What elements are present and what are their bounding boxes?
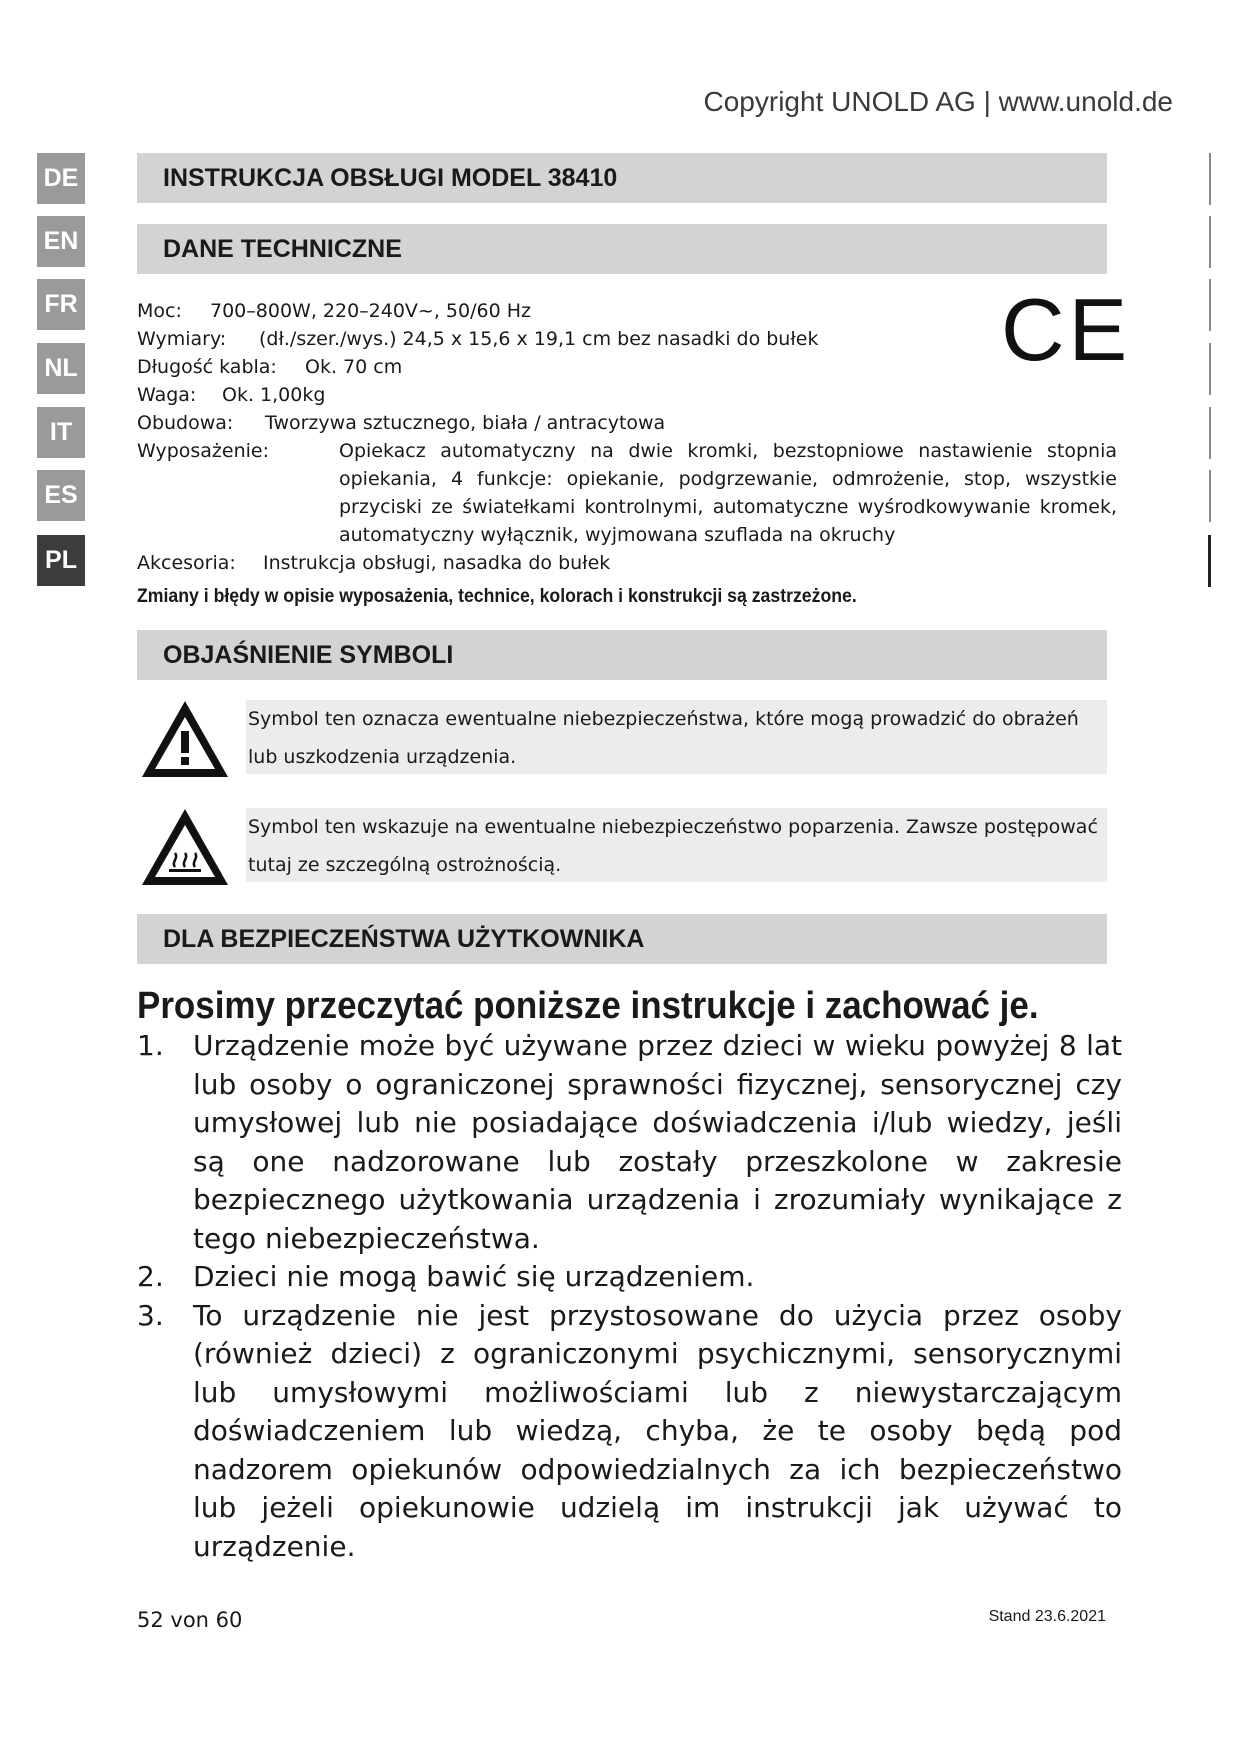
rule-number: 3. [137,1298,164,1332]
edge-marker [1209,216,1211,268]
hot-surface-icon [139,805,231,889]
copyright-header: Copyright UNOLD AG | www.unold.de [703,86,1173,117]
rule-number: 2. [137,1260,164,1293]
spec-equipment [137,437,1127,549]
spec-label: Obudowa: [137,412,234,434]
technical-data-heading: DANE TECHNICZNE [137,224,1107,274]
rule-text: Urządzenie może być używane przez dzieci w wieku powyżej 8 lat lub osoby o ograniczonej sprawności fizycznej, sensorycznej czy umysłowej lub nie posiadające doświadczenia i/lub wiedzy, jeśli są one nadzorowane lub zostały przeszkolone w zakresie bezpiecznego użytkowania urządzenia i zrozumiały wynikające z tego niebezpieczeństwa. [193,1029,1122,1255]
spec-label: Wyposażenie: [137,440,269,462]
spec-value: Tworzywa sztucznego, biała / antracytowa [265,412,666,434]
spec-label: Waga: [137,384,197,406]
spec-value: Ok. 70 cm [305,356,403,378]
safety-intro-heading: Prosimy przeczytać poniższe instrukcje i zachować je. [137,985,1039,1027]
manual-title: INSTRUKCJA OBSŁUGI MODEL 38410 [137,153,1107,203]
rule-text: Dzieci nie mogą bawić się urządzeniem. [193,1260,755,1293]
rule-text: To urządzenie nie jest przystosowane do użycia przez osoby (również dzieci) z ograniczonymi psychicznymi, sensorycznymi lub umysłowymi możliwościami lub z niewystarczającym doświadczeniem lub wiedzą, chyba, że te osoby będą pod nadzorem opiekunów odpowiedzialnych za ich bezpieczeństwo lub jeżeli opiekunowie udzielą im instrukcji jak używać to urządzenie. [193,1298,1122,1563]
disclaimer-notice: Zmiany i błędy w opisie wyposażenia, technice, kolorach i konstrukcji są zastrzeżone. [137,586,857,607]
spec-label: Moc: [137,300,182,322]
language-tab-it[interactable]: IT [37,407,85,458]
spec-value: Ok. 1,00kg [222,384,326,406]
edge-marker [1209,153,1211,205]
spec-dimensions [137,325,1127,353]
spec-cable [137,353,1127,381]
safety-rule-list [137,1027,1122,1566]
spec-value: 700–800W, 220–240V~, 50/60 Hz [210,300,531,322]
language-tab-pl[interactable]: PL [37,535,85,586]
spec-value: Opiekacz automatyczny na dwie kromki, bezstopniowe nastawienie stopnia opiekania, 4 funkcje: opiekanie, podgrzewanie, odmrożenie, stop, wszystkie przyciski ze światełkami kontrolnymi, automatyczne wyśrodkowywanie kromek, automatyczny wyłącznik, wyjmowana szuflada na okruchy [339,440,1117,546]
spec-weight [137,381,1127,409]
spec-power [137,297,1127,325]
symbol-description: Symbol ten wskazuje na ewentualne niebezpieczeństwo poparzenia. Zawsze postępować tutaj ze szczególną ostrożnością. [246,808,1107,882]
spec-value: (dł./szer./wys.) 24,5 x 15,6 x 19,1 cm bez nasadki do bułek [259,328,819,350]
spec-housing [137,409,1127,437]
ce-mark: CE [1001,280,1132,379]
list-item [137,1258,1122,1297]
edge-marker [1209,407,1211,459]
rule-number: 1. [137,1029,164,1062]
page-number: 52 von 60 [137,1608,243,1632]
language-tab-de[interactable]: DE [37,153,85,204]
edge-marker [1209,279,1211,331]
spec-label: Wymiary: [137,328,227,350]
spec-value: Instrukcja obsługi, nasadka do bułek [263,552,611,574]
language-tab-es[interactable]: ES [37,470,85,521]
edge-marker [1209,343,1211,395]
list-item [137,1027,1122,1258]
spec-label: Długość kabla: [137,356,277,378]
edge-marker [1209,470,1211,522]
safety-heading: DLA BEZPIECZEŃSTWA UŻYTKOWNIKA [137,914,1107,964]
list-item [137,1297,1122,1567]
symbol-description: Symbol ten oznacza ewentualne niebezpieczeństwa, które mogą prowadzić do obrażeń lub uszkodzenia urządzenia. [246,700,1107,774]
spec-label: Akcesoria: [137,552,236,574]
spec-accessories [137,549,1127,577]
language-tab-en[interactable]: EN [37,216,85,267]
edge-marker-active [1208,535,1211,587]
spec-list [137,297,1127,577]
language-tab-nl[interactable]: NL [37,343,85,394]
symbols-heading: OBJAŚNIENIE SYMBOLI [137,630,1107,680]
language-tab-fr[interactable]: FR [37,279,85,330]
warning-icon [139,697,231,781]
revision-date: Stand 23.6.2021 [988,1608,1106,1625]
